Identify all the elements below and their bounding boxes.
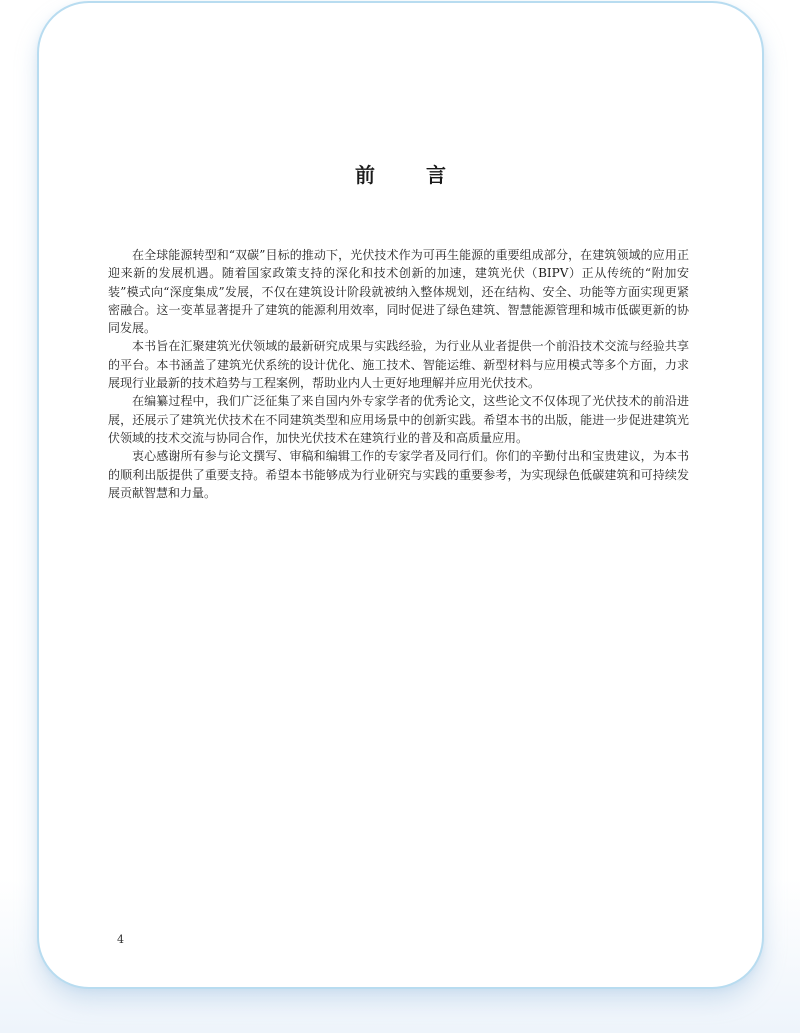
preface-paragraph-1: 在全球能源转型和“双碳”目标的推动下，光伏技术作为可再生能源的重要组成部分，在建筑领域的应用正迎来新的发展机遇。随着国家政策支持的深化和技术创新的加速，建筑光伏（BIPV）正从传统的“附加安装”模式向“深度集成”发展，不仅在建筑设计阶段就被纳入整体规划，还在结构、安全、功能等方面实现更紧密融合。这一变革显著提升了建筑的能源利用效率，同时促进了绿色建筑、智慧能源管理和城市低碳更新的协同发展。	[108, 248, 690, 336]
preface-paragraph-4: 衷心感谢所有参与论文撰写、审稿和编辑工作的专家学者及同行们。你们的辛勤付出和宝贵建议，为本书的顺利出版提供了重要支持。希望本书能够成为行业研究与实践的重要参考，为实现绿色低碳建筑和可持续发展贡献智慧和力量。	[108, 449, 689, 500]
preface-body	[108, 246, 689, 502]
page-title: 前 言	[355, 163, 468, 187]
preface-paragraph-2: 本书旨在汇聚建筑光伏领域的最新研究成果与实践经验，为行业从业者提供一个前沿技术交流与经验共享的平台。本书涵盖了建筑光伏系统的设计优化、施工技术、智能运维、新型材料与应用模式等多个方面，力求展现行业最新的技术趋势与工程案例，帮助业内人士更好地理解并应用光伏技术。	[108, 339, 689, 391]
page-number: 4	[117, 933, 124, 946]
preface-paragraph-3: 在编纂过程中，我们广泛征集了来自国内外专家学者的优秀论文，这些论文不仅体现了光伏技术的前沿进展，还展示了建筑光伏技术在不同建筑类型和应用场景中的创新实践。希望本书的出版，能进一步促进建筑光伏领域的技术交流与协同合作，加快光伏技术在建筑行业的普及和高质量应用。	[108, 394, 689, 445]
